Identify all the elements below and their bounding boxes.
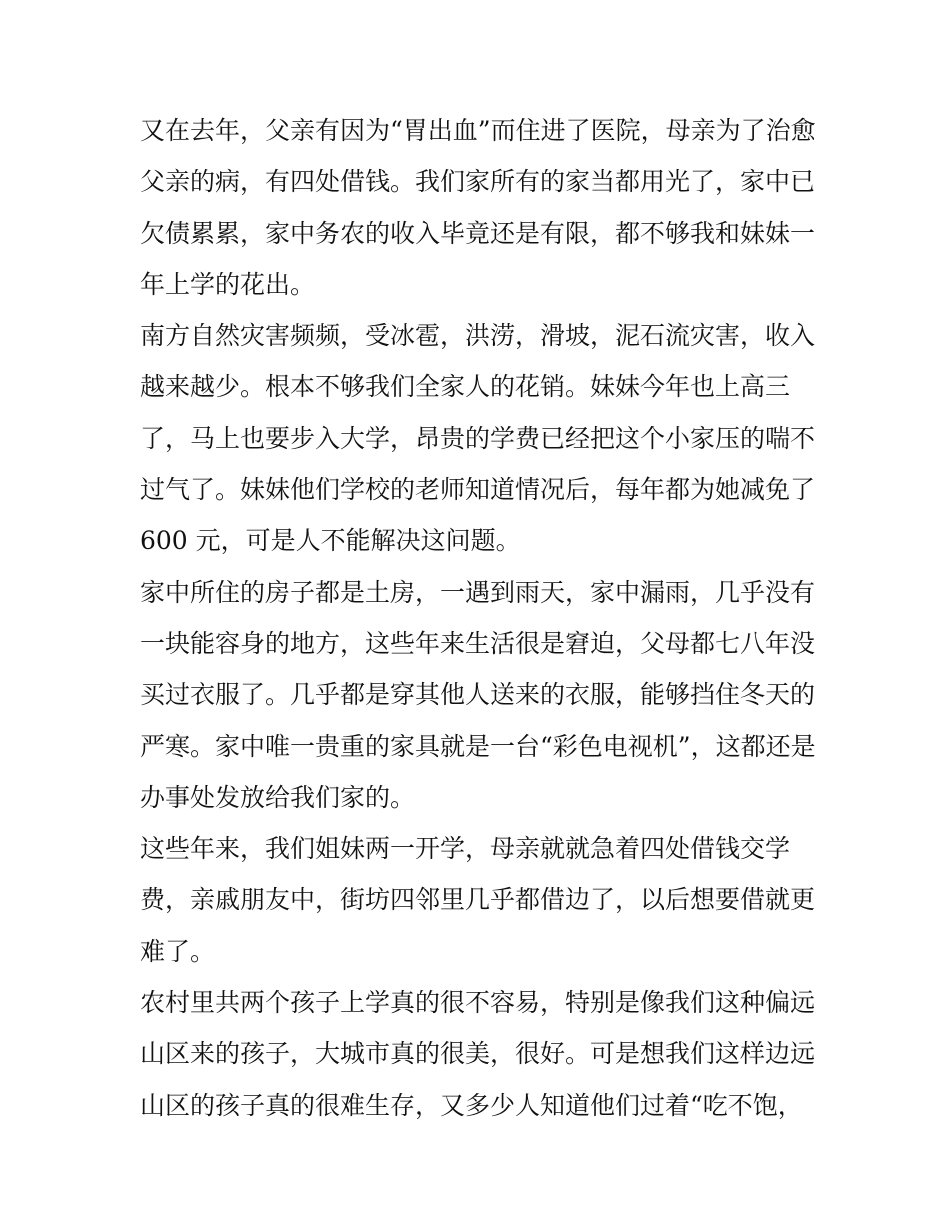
text-line: 越来越少。根本不够我们全家人的花销。妹妹今年也上高三 — [140, 372, 791, 402]
text-line: 山区的孩子真的很难生存，又多少人知道他们过着“吃不饱， — [140, 1090, 803, 1120]
text-line: 欠债累累，家中务农的收入毕竟还是有限，都不够我和妹妹一 — [140, 218, 816, 248]
paragraph-1 — [140, 105, 820, 310]
text-line: 严寒。家中唯一贵重的家具就是一台“彩色电视机”，这都还是 — [140, 731, 816, 761]
text-line: 过气了。妹妹他们学校的老师知道情况后，每年都为她减免了 — [140, 475, 816, 505]
text-line: 难了。 — [140, 936, 216, 966]
text-line: 了，马上也要步入大学，昂贵的学费已经把这个小家压的喘不 — [140, 423, 816, 453]
text-line: 农村里共两个孩子上学真的很不容易，特别是像我们这种偏远 — [140, 988, 816, 1018]
text-line: 南方自然灾害频频，受冰雹，洪涝，滑坡，泥石流灾害，收入 — [140, 321, 816, 351]
text-line: 又在去年，父亲有因为“胃出血”而住进了医院，母亲为了治愈 — [140, 116, 816, 145]
text-line: 家中所住的房子都是土房，一遇到雨天，家中漏雨，几乎没有 — [140, 577, 816, 607]
paragraph-4 — [140, 823, 820, 977]
paragraph-3 — [140, 567, 820, 823]
paragraph-5 — [140, 977, 820, 1131]
text-line: 买过衣服了。几乎都是穿其他人送来的衣服，能够挡住冬天的 — [140, 680, 816, 710]
text-line: 费，亲戚朋友中，街坊四邻里几乎都借边了，以后想要借就更 — [140, 885, 816, 915]
text-line: 山区来的孩子，大城市真的很美，很好。可是想我们这样边远 — [140, 1039, 816, 1069]
document-body — [140, 105, 820, 1131]
text-line: 父亲的病，有四处借钱。我们家所有的家当都用光了，家中已 — [140, 167, 816, 197]
text-line: 办事处发放给我们家的。 — [140, 782, 416, 812]
paragraph-2 — [140, 310, 820, 566]
text-line: 这些年来，我们姐妹两一开学，母亲就就急着四处借钱交学 — [140, 834, 791, 864]
text-line: 600 元，可是人不能解决这问题。 — [140, 526, 521, 556]
text-line: 年上学的花出。 — [140, 269, 316, 299]
text-line: 一块能容身的地方，这些年来生活很是窘迫，父母都七八年没 — [140, 628, 816, 658]
